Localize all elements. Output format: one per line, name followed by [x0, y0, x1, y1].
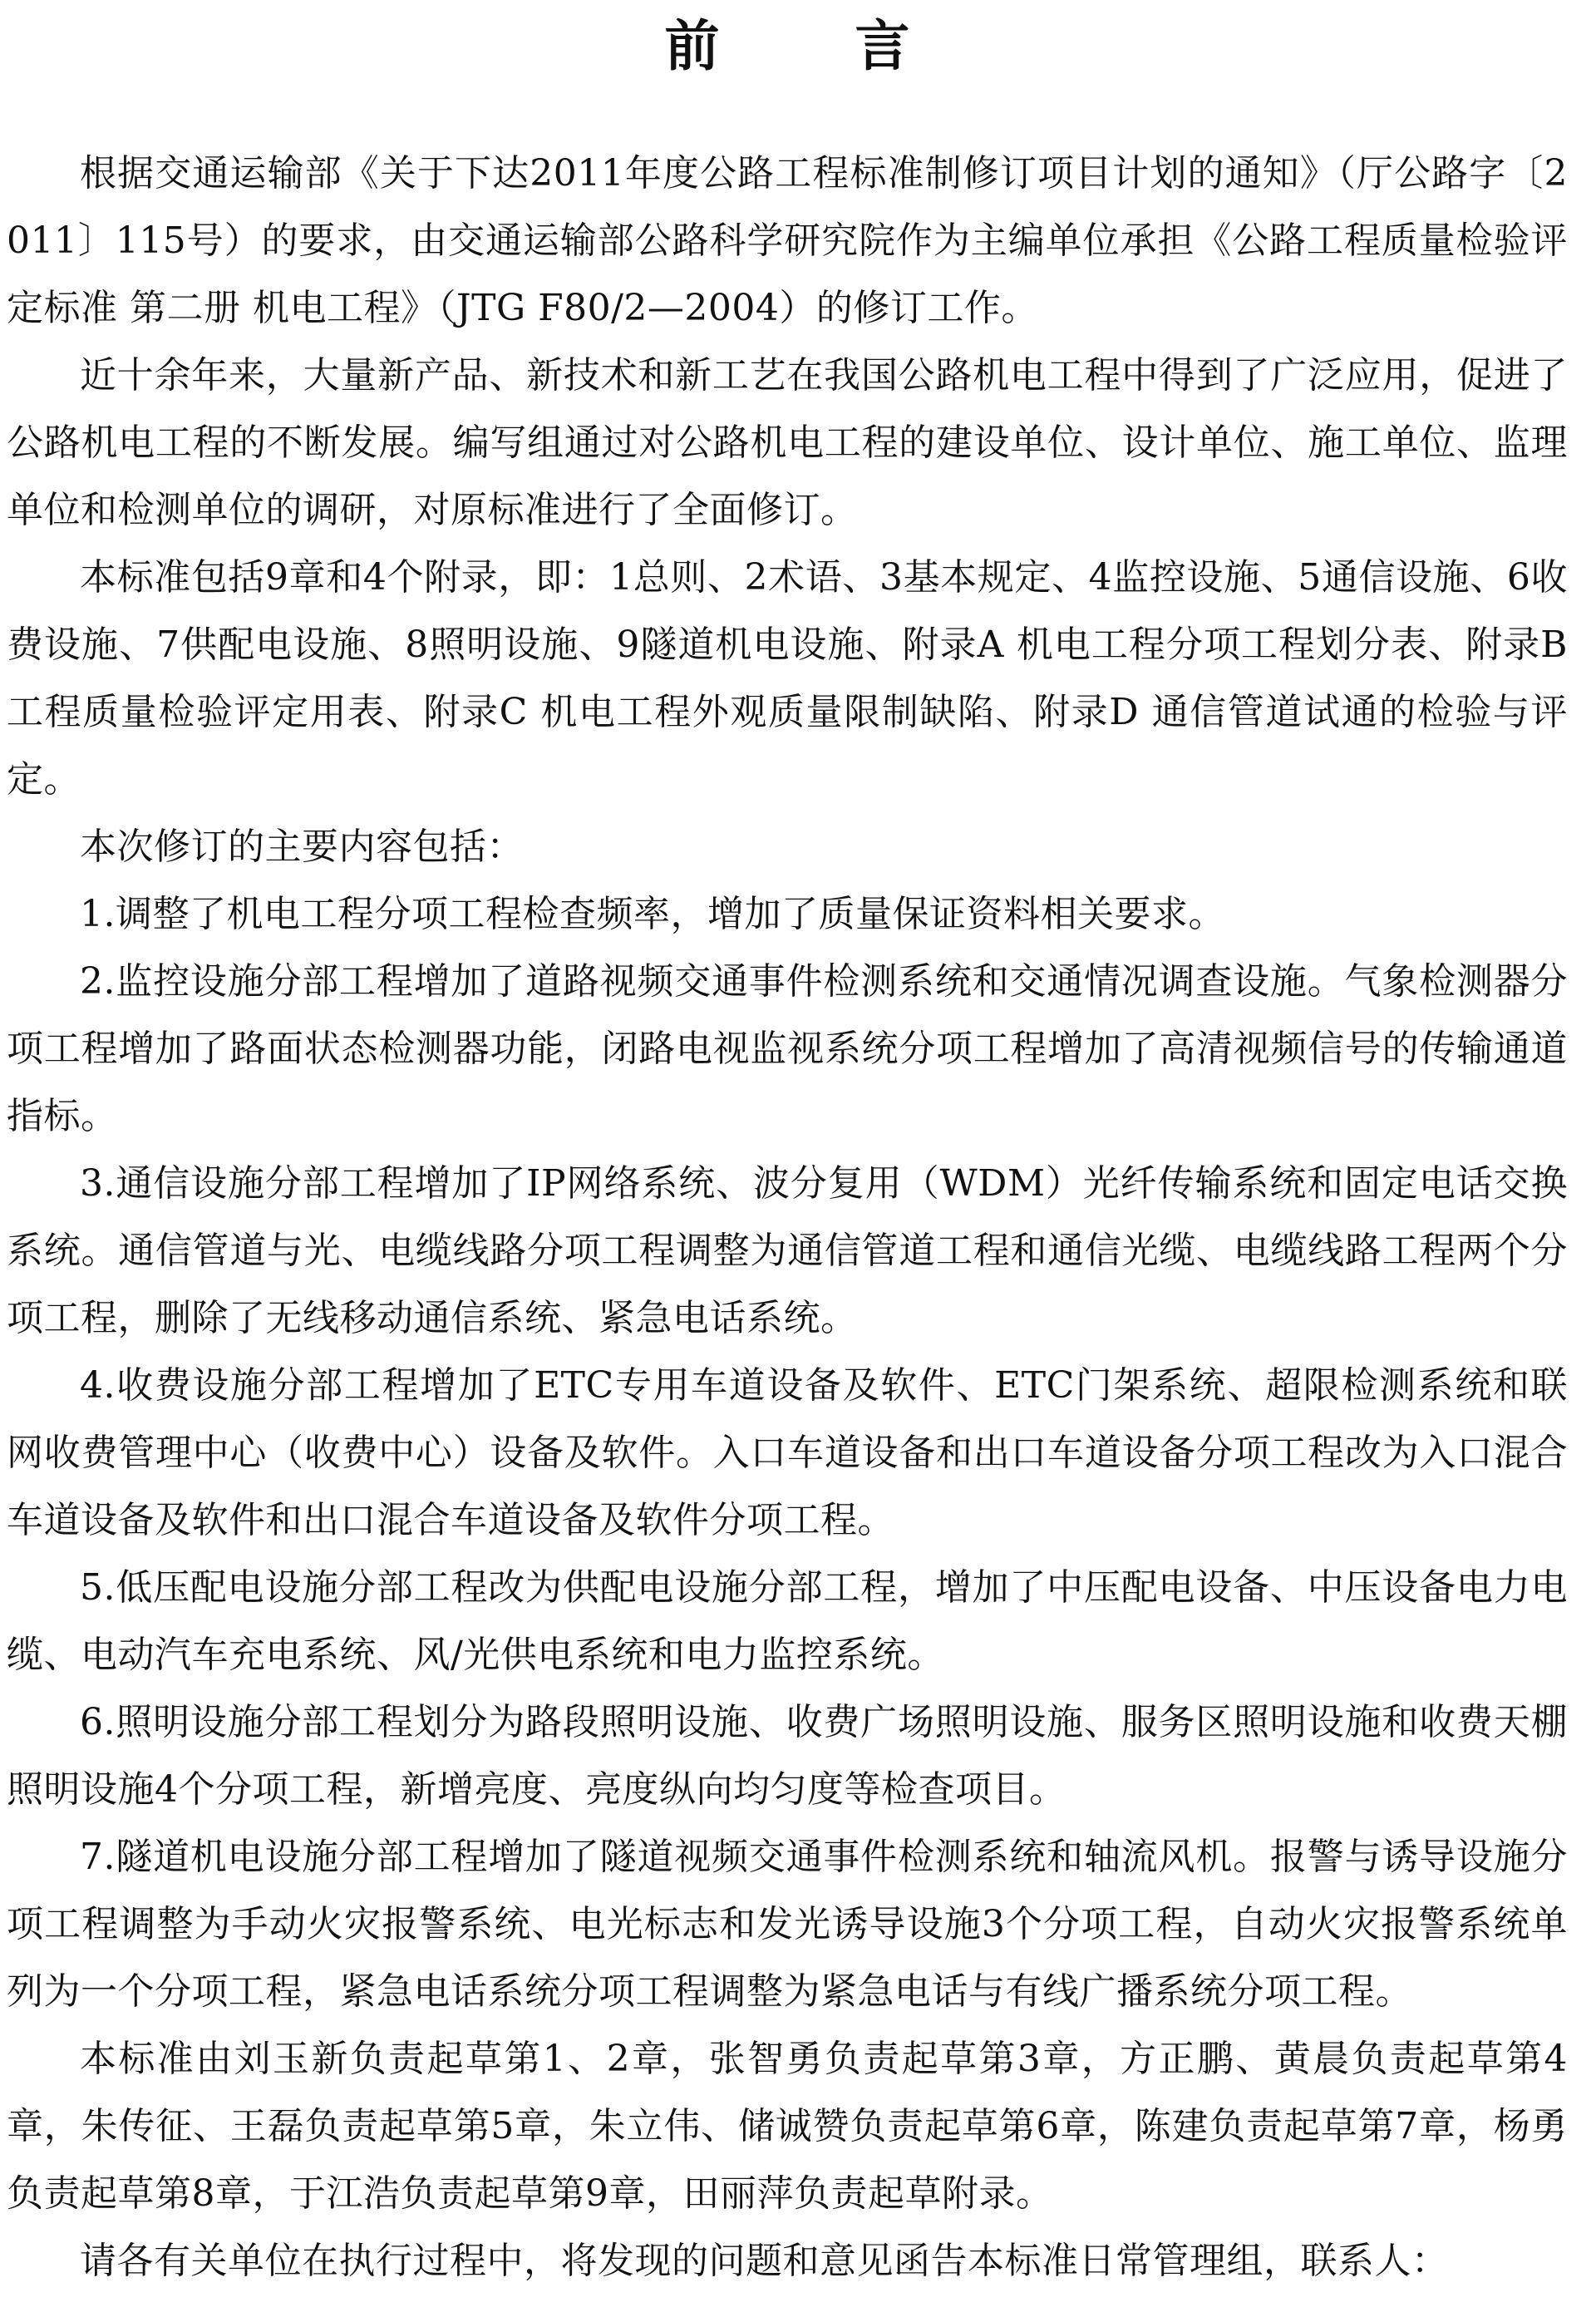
paragraph-development: 近十余年来，大量新产品、新技术和新工艺在我国公路机电工程中得到了广泛应用，促进了公路机电工程的不断发展。编写组通过对公路机电工程的建设单位、设计单位、施工单位、监理单位和检测单位的调研，对原标准进行了全面修订。 — [7, 354, 1568, 531]
document-body — [7, 140, 1568, 2295]
paragraph-structure: 本标准包括9章和4个附录，即：1总则、2术语、3基本规定、4监控设施、5通信设施、6收费设施、7供配电设施、8照明设施、9隧道机电设施、附录A 机电工程分项工程划分表、附录B 工程质量检验评定用表、附录C 机电工程外观质量限制缺陷、附录D 通信管道试通的检验与评定。 — [7, 556, 1568, 801]
paragraph-feedback: 请各有关单位在执行过程中，将发现的问题和意见函告本标准日常管理组，联系人： — [80, 2240, 1449, 2282]
paragraph-revision-intro: 本次修订的主要内容包括： — [80, 826, 524, 868]
paragraph-authors: 本标准由刘玉新负责起草第1、2章，张智勇负责起草第3章，方正鹏、黄晨负责起草第4章，朱传征、王磊负责起草第5章，朱立伟、储诚赞负责起草第6章，陈建负责起草第7章，杨勇负责起草第8章，于江浩负责起草第9章，田丽萍负责起草附录。 — [7, 2038, 1568, 2215]
revision-item-7: 7.隧道机电设施分部工程增加了隧道视频交通事件检测系统和轴流风机。报警与诱导设施分项工程调整为手动火灾报警系统、电光标志和发光诱导设施3个分项工程，自动火灾报警系统单列为一个分项工程，紧急电话系统分项工程调整为紧急电话与有线广播系统分项工程。 — [7, 1836, 1568, 2013]
paragraph-background: 根据交通运输部《关于下达2011年度公路工程标准制修订项目计划的通知》（厅公路字〔2011〕115号）的要求，由交通运输部公路科学研究院作为主编单位承担《公路工程质量检验评定标准 第二册 机电工程》（JTG F80/2—2004）的修订工作。 — [7, 152, 1568, 329]
revision-item-2: 2.监控设施分部工程增加了道路视频交通事件检测系统和交通情况调查设施。气象检测器分项工程增加了路面状态检测器功能，闭路电视监视系统分项工程增加了高清视频信号的传输通道指标。 — [7, 960, 1568, 1137]
revision-item-5: 5.低压配电设施分部工程改为供配电设施分部工程，增加了中压配电设备、中压设备电力电缆、电动汽车充电系统、风/光供电系统和电力监控系统。 — [7, 1566, 1568, 1676]
revision-item-6: 6.照明设施分部工程划分为路段照明设施、收费广场照明设施、服务区照明设施和收费天棚照明设施4个分项工程，新增亮度、亮度纵向均匀度等检查项目。 — [7, 1701, 1568, 1811]
revision-item-3: 3.通信设施分部工程增加了IP网络系统、波分复用（WDM）光纤传输系统和固定电话交换系统。通信管道与光、电缆线路分项工程调整为通信管道工程和通信光缆、电缆线路工程两个分项工程，删除了无线移动通信系统、紧急电话系统。 — [7, 1162, 1568, 1339]
page-title: 前 言 — [664, 14, 968, 78]
revision-item-1: 1.调整了机电工程分项工程检查频率，增加了质量保证资料相关要求。 — [80, 893, 1225, 935]
revision-item-4: 4.收费设施分部工程增加了ETC专用车道设备及软件、ETC门架系统、超限检测系统和联网收费管理中心（收费中心）设备及软件。入口车道设备和出口车道设备分项工程改为入口混合车道设备及软件和出口混合车道设备及软件分项工程。 — [7, 1364, 1568, 1541]
